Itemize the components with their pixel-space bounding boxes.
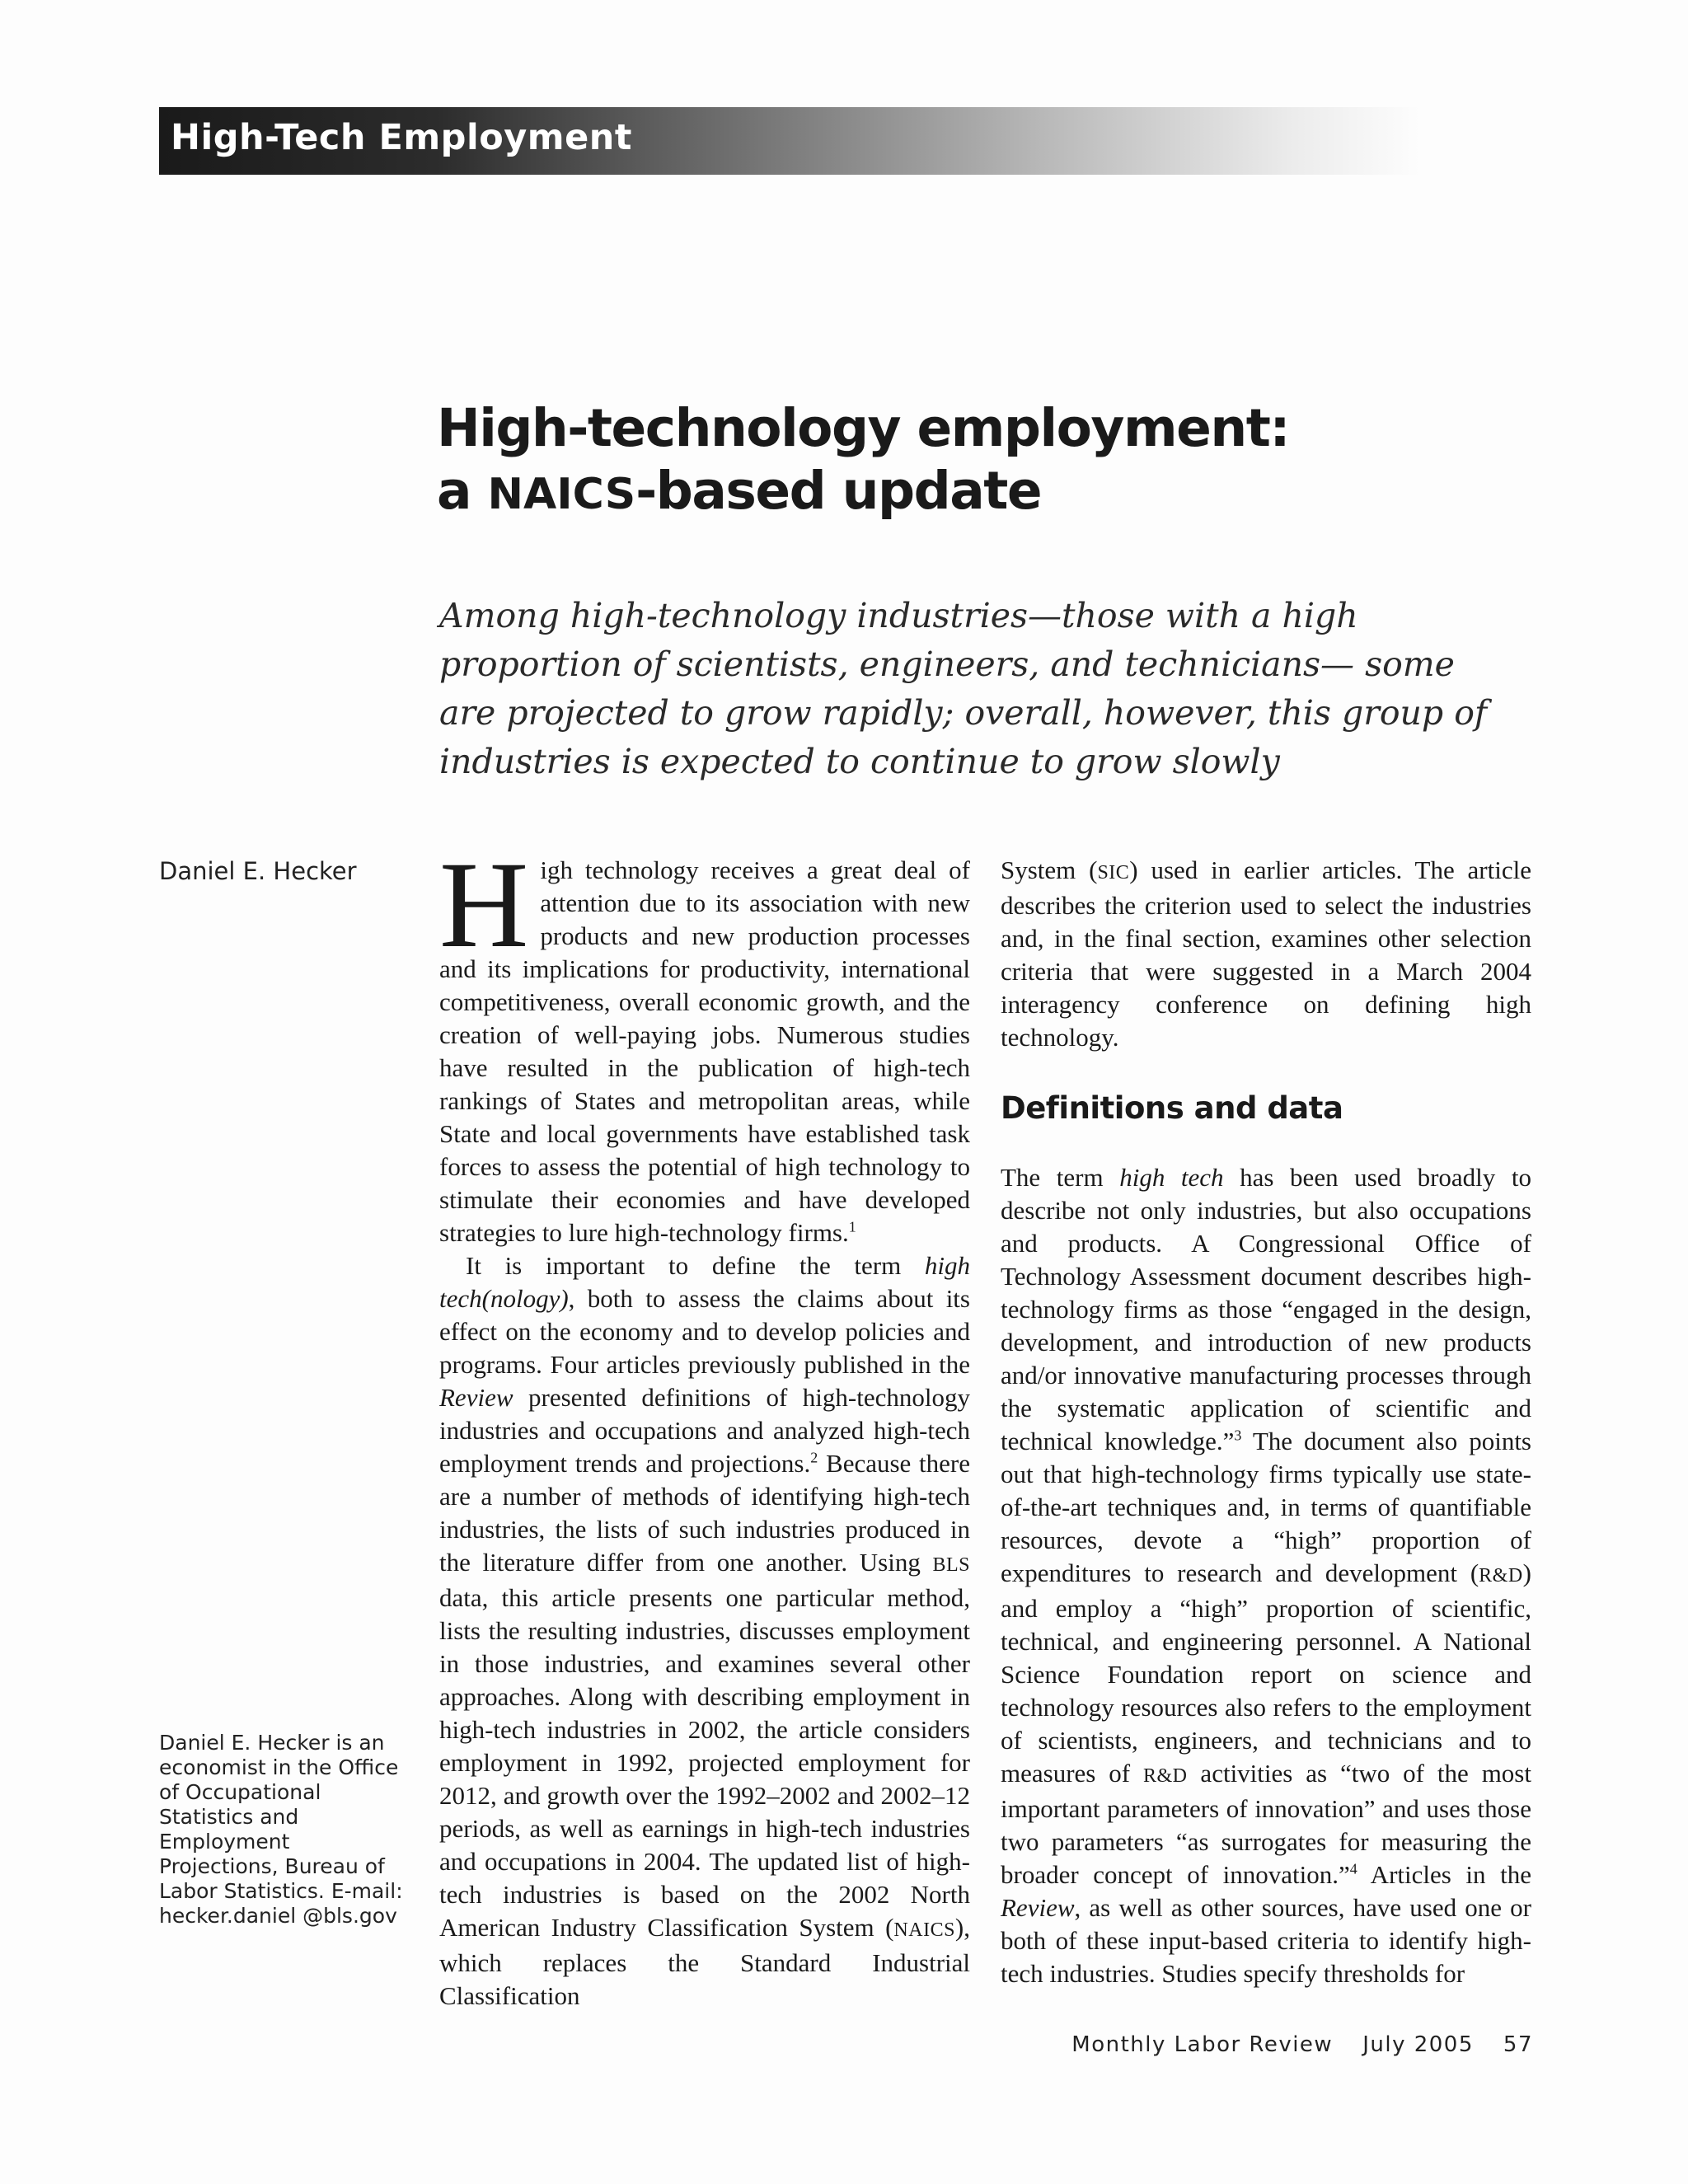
acronym: NAICS bbox=[893, 1919, 955, 1941]
footnote-ref: 1 bbox=[848, 1218, 856, 1235]
acronym: SIC bbox=[1097, 862, 1130, 883]
footnote-ref: 3 bbox=[1234, 1427, 1242, 1444]
text-run: The document also points out that high-technology firms typically use state-of-the-art techniques and, in terms of quantifiable resources, devote a “high” proportion of expenditures to research and development ( bbox=[1001, 1427, 1531, 1587]
text-run: presented definitions of high-technology industries and occupations and analyzed high-tech employment trends and projections. bbox=[439, 1383, 970, 1478]
paragraph-continuation bbox=[1001, 854, 1531, 1054]
section-label: High-Tech Employment bbox=[171, 117, 632, 158]
emphasis-term: high tech bbox=[1119, 1163, 1224, 1192]
text-run: ), which replaces the Standard Industrial Classification bbox=[439, 1913, 970, 2010]
drop-cap: H bbox=[439, 837, 529, 973]
text-run: data, this article presents one particular method, lists the resulting industries, discusses employment in those industries, and examines several other approaches. Along with describing employment in high-tech industries in 2002, the article considers employment in 1992, projected employment for 2012, and growth over the 1992–2002 and 2002–12 periods, as well as earnings in high-tech industries and occupations in 2004. The updated list of high-tech industries is based on the 2002 North American Industry Classification System ( bbox=[439, 1583, 970, 1942]
page-number: 57 bbox=[1503, 2032, 1533, 2057]
body-column-right bbox=[1001, 854, 1531, 1990]
text-run: has been used broadly to describe not only industries, but also occupations and products. A Congressional Office of Technology Assessment document describes high-technology firms as those “engaged in the design, development, and introduction of new products and/or innovative manufacturing processes through the systematic application of scientific and technical knowledge.” bbox=[1001, 1163, 1531, 1455]
article-subtitle: Among high-technology industries—those with a high proportion of scientists, engineers, and technicians— some are projected to grow rapidly; overall, however, this group of industries is expected to continue to grow slowly bbox=[439, 596, 1488, 781]
author-name: Daniel E. Hecker bbox=[159, 857, 357, 885]
text-run: System ( bbox=[1001, 855, 1098, 884]
footnote-ref: 4 bbox=[1349, 1860, 1357, 1877]
body-column-left bbox=[439, 837, 971, 2013]
title-line-2-prefix: a bbox=[437, 461, 488, 521]
article-title bbox=[437, 397, 1508, 526]
issue-date: July 2005 bbox=[1362, 2032, 1474, 2057]
paragraph-definition bbox=[439, 1249, 970, 2013]
title-acronym: NAICS bbox=[487, 470, 636, 519]
text-run: ) used in earlier articles. The article describes the criterion used to select the industries and, in the final section, examines other selection criteria that were suggested in a March 2004 interagency conference on defining high technology. bbox=[1001, 855, 1531, 1052]
title-line-1: High-technology employment: bbox=[437, 398, 1290, 458]
journal-name: Review bbox=[1001, 1893, 1075, 1922]
section-banner bbox=[159, 107, 1420, 175]
acronym: R&D bbox=[1479, 1565, 1523, 1586]
paragraph-intro bbox=[439, 837, 970, 1249]
text-run: activities as “two of the most important parameters of innovation” and uses those two parameters “as surrogates for measuring the broader concept of innovation.” bbox=[1001, 1759, 1531, 1889]
acronym: BLS bbox=[932, 1554, 970, 1576]
title-line-2-suffix: -based update bbox=[635, 461, 1042, 521]
text-run: It is important to define the term bbox=[466, 1251, 925, 1280]
footnote-ref: 2 bbox=[810, 1449, 818, 1466]
journal-name: Review bbox=[439, 1383, 513, 1412]
author-bio: Daniel E. Hecker is an economist in the Office of Occupational Statistics and Employment Projections, Bureau of Labor Statistics. E-mail: hecker.daniel @bls.gov bbox=[159, 1731, 403, 1928]
acronym: R&D bbox=[1143, 1765, 1188, 1787]
text-run: , as well as other sources, have used one or both of these input-based criteria to identify high-tech industries. Studies specify thresholds for bbox=[1001, 1893, 1531, 1988]
section-heading: Definitions and data bbox=[1001, 1090, 1343, 1126]
paragraph-text: igh technology receives a great deal of attention due to its association with new products and new production processes and its implications for productivity, international competitiveness, overall economic growth, and the creation of well-paying jobs. Numerous studies have resulted in the publication of high-tech rankings of States and metropolitan areas, while State and local governments have established task forces to assess the potential of high technology to stimulate their economies and have developed strategies to lure high-technology firms. bbox=[439, 855, 970, 1247]
journal-name: Monthly Labor Review bbox=[1071, 2032, 1334, 2057]
text-run: Because there are a number of methods of identifying high-tech industries, the lists of such industries produced in the literature differ from one another. Using bbox=[439, 1449, 971, 1577]
page-footer bbox=[1071, 2032, 1533, 2057]
text-run: The term bbox=[1001, 1163, 1120, 1192]
text-run: ) and employ a “high” proportion of scientific, technical, and engineering personnel. A National Science Foundation report on science and technology resources also refers to the employment of scientists, engineers, and technicians and to measures of bbox=[1001, 1558, 1531, 1788]
text-run: Articles in the bbox=[1357, 1860, 1531, 1889]
paragraph-definitions bbox=[1001, 1161, 1531, 1990]
text-run: , both to assess the claims about its effect on the economy and to develop policies and programs. Four articles previously published in the bbox=[439, 1284, 970, 1379]
emphasis-term: high tech(nology) bbox=[439, 1251, 970, 1313]
